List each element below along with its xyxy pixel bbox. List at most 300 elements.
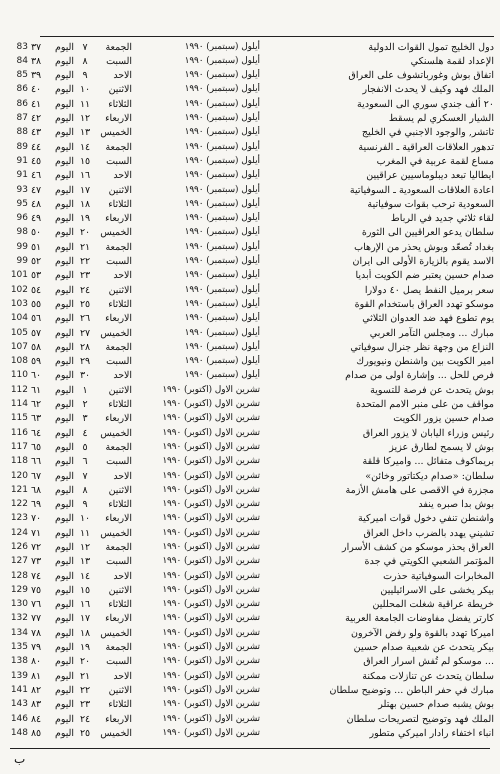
date-number: ١٦ [79, 170, 91, 182]
calendar-date: أيلول (سبتمبر) ١٩٩٠ [184, 184, 260, 195]
weekday: الجمعة [105, 642, 132, 654]
day-label: اليوم [55, 155, 74, 167]
weekday: السبت [106, 356, 132, 368]
day-label: اليوم [55, 127, 74, 139]
date-number: ١١ [79, 98, 91, 110]
day-label: اليوم [55, 55, 74, 67]
entry-title: خريطة عراقية شغلت المحللين [372, 599, 494, 611]
index-row [6, 369, 494, 383]
index-row [6, 469, 494, 483]
weekday: الجمعة [105, 341, 132, 353]
entry-title: سعر برميل النفط يصل ٤٠ دولارا [364, 284, 494, 296]
day-number: ٥٣ [30, 270, 42, 282]
page-number: 102 [10, 284, 28, 295]
weekday: الخميس [100, 227, 132, 239]
day-number: ٥٩ [30, 356, 42, 368]
weekday: الاربعاء [105, 513, 132, 525]
entry-title: بوش بدا صبره ينفد [418, 499, 494, 511]
entry-title: الملك فهد وتوضيح لتصريحات سلطان [346, 713, 494, 725]
date-number: ٢ [82, 399, 88, 411]
day-label: اليوم [55, 313, 74, 325]
index-row [6, 340, 494, 354]
day-number: ٦٥ [30, 441, 42, 453]
page-number: 86 [16, 84, 28, 95]
day-label: اليوم [55, 570, 74, 582]
page-number: 127 [10, 556, 28, 567]
entry-title: اتفاق بوش وغورباتشوف على العراق [348, 70, 494, 82]
page-number: 84 [16, 55, 28, 66]
weekday: الاثنين [108, 284, 132, 296]
entry-title: بوش يشبه صدام حسين بهتلر [378, 699, 494, 711]
entry-title: صدام حسين يعتبر ضم الكويت أبديا [355, 270, 494, 282]
index-row [6, 111, 494, 125]
index-row [6, 669, 494, 683]
entry-title: موسكو تهدد العراق باستخدام القوة [354, 298, 494, 310]
entry-title: النزاع من وجهة نظر جنرال سوفياتي [350, 341, 494, 353]
date-number: ٢٣ [79, 699, 91, 711]
weekday: الثلاثاء [108, 298, 132, 310]
weekday: الجمعة [105, 41, 132, 53]
page-number: 132 [10, 613, 28, 624]
weekday: الاحد [113, 570, 132, 582]
index-row [6, 512, 494, 526]
calendar-date: أيلول (سبتمبر) ١٩٩٠ [184, 155, 260, 166]
page-mark: ب [14, 752, 26, 766]
weekday: الاحد [113, 670, 132, 682]
index-row [6, 726, 494, 740]
calendar-date: أيلول (سبتمبر) ١٩٩٠ [184, 227, 260, 238]
weekday: الاحد [113, 70, 132, 82]
day-label: اليوم [55, 84, 74, 96]
entry-title: تشيني يهدد بالضرب داخل العراق [363, 527, 494, 539]
day-number: ٨٢ [30, 684, 42, 696]
calendar-date: تشرين الاول (اكتوبر) ١٩٩٠ [162, 642, 260, 653]
entry-title: بيكر يخشى على الاسرائيليين [380, 584, 494, 596]
calendar-date: أيلول (سبتمبر) ١٩٩٠ [184, 170, 260, 181]
index-row [6, 355, 494, 369]
entry-title: مبارك ... ومجلس التآمر العربي [369, 327, 494, 339]
entry-title: صدام حسين يزور الكويت [393, 413, 494, 425]
day-number: ٧٥ [30, 584, 42, 596]
day-number: ٦٤ [30, 427, 42, 439]
date-number: ٩ [82, 499, 88, 511]
day-number: ٨١ [30, 670, 42, 682]
calendar-date: أيلول (سبتمبر) ١٩٩٠ [184, 70, 260, 81]
entry-title: ... موسكو لم تُفش اسرار العراق [363, 656, 494, 668]
day-number: ٥٠ [30, 227, 42, 239]
day-number: ٧٦ [30, 599, 42, 611]
page-number: 143 [10, 699, 28, 710]
day-number: ٧٢ [30, 541, 42, 553]
weekday: الثلاثاء [108, 399, 132, 411]
page-number: 101 [10, 270, 28, 281]
index-row [6, 169, 494, 183]
index-row [6, 97, 494, 111]
index-row [6, 583, 494, 597]
date-number: ٢٢ [79, 256, 91, 268]
entry-title: العراق يحذر موسكو من كشف الأسرار [341, 541, 494, 553]
date-number: ٦ [82, 456, 88, 468]
day-label: اليوم [55, 427, 74, 439]
day-label: اليوم [55, 713, 74, 725]
calendar-date: تشرين الاول (اكتوبر) ١٩٩٠ [162, 627, 260, 638]
day-label: اليوم [55, 198, 74, 210]
date-number: ٩ [82, 70, 88, 82]
day-label: اليوم [55, 213, 74, 225]
entry-title: المخابرات السوفياتية حذرت [383, 570, 494, 582]
calendar-date: تشرين الاول (اكتوبر) ١٩٩٠ [162, 541, 260, 552]
bottom-rule [10, 748, 490, 749]
calendar-date: أيلول (سبتمبر) ١٩٩٠ [184, 241, 260, 252]
index-row [6, 269, 494, 283]
calendar-date: أيلول (سبتمبر) ١٩٩٠ [184, 256, 260, 267]
entry-title: بريماكوف متفائل ... واميركا قلقة [362, 456, 494, 468]
index-row [6, 526, 494, 540]
calendar-date: أيلول (سبتمبر) ١٩٩٠ [184, 370, 260, 381]
page-number: 110 [10, 370, 28, 381]
calendar-date: أيلول (سبتمبر) ١٩٩٠ [184, 113, 260, 124]
index-rows [6, 40, 494, 741]
date-number: ١ [82, 384, 88, 396]
calendar-date: أيلول (سبتمبر) ١٩٩٠ [184, 141, 260, 152]
day-number: ٤٩ [30, 213, 42, 225]
day-label: اليوم [55, 41, 74, 53]
entry-title: اميركا تهدد بالقوة ولو رفض الآخرون [350, 627, 494, 639]
day-number: ٧٩ [30, 642, 42, 654]
index-row [6, 83, 494, 97]
date-number: ٢٢ [79, 684, 91, 696]
index-row [6, 598, 494, 612]
calendar-date: أيلول (سبتمبر) ١٩٩٠ [184, 313, 260, 324]
page-number: 130 [10, 599, 28, 610]
day-number: ٦٦ [30, 456, 42, 468]
entry-title: مجزرة في الاقصى على هامش الأزمة [345, 484, 494, 496]
index-row [6, 498, 494, 512]
weekday: الخميس [100, 127, 132, 139]
weekday: الثلاثاء [108, 499, 132, 511]
date-number: ٧ [82, 41, 88, 53]
index-row [6, 226, 494, 240]
weekday: الخميس [100, 727, 132, 739]
weekday: الخميس [100, 527, 132, 539]
calendar-date: تشرين الاول (اكتوبر) ١٩٩٠ [162, 527, 260, 538]
page-number: 96 [16, 213, 28, 224]
index-row [6, 326, 494, 340]
weekday: الثلاثاء [108, 699, 132, 711]
entry-title: بيكر يتحدث عن شعبية صدام حسين [353, 642, 494, 654]
page-number: 124 [10, 527, 28, 538]
entry-title: مبارك في حفر الباطن ... وتوضيح سلطان [329, 684, 494, 696]
entry-title: يوم تطوع فهد ضد العدوان الثلاثي [362, 313, 494, 325]
page-number: 117 [10, 441, 28, 452]
index-row [6, 555, 494, 569]
day-number: ٧١ [30, 527, 42, 539]
day-number: ٦٢ [30, 399, 42, 411]
entry-title: سلطان يتحدث عن تنازلات ممكنة [362, 670, 494, 682]
weekday: الجمعة [105, 541, 132, 553]
page-number: 104 [10, 313, 28, 324]
index-row [6, 283, 494, 297]
calendar-date: تشرين الاول (اكتوبر) ١٩٩٠ [162, 456, 260, 467]
index-row [6, 540, 494, 554]
day-label: اليوم [55, 684, 74, 696]
weekday: السبت [106, 656, 132, 668]
entry-title: انباء اختفاء رادار اميركي متطور [369, 727, 494, 739]
day-number: ٥٥ [30, 298, 42, 310]
page-number: 89 [16, 141, 28, 152]
day-number: ٥٧ [30, 327, 42, 339]
index-row [6, 197, 494, 211]
day-number: ٧٤ [30, 570, 42, 582]
date-number: ٢٤ [79, 713, 91, 725]
entry-title: السعودية ترحب بقوات سوفياتية [367, 198, 494, 210]
day-number: ٤٠ [30, 84, 42, 96]
day-label: اليوم [55, 384, 74, 396]
day-number: ٣٨ [30, 55, 42, 67]
entry-title: الشيار العسكري لم يسقط [388, 113, 494, 125]
calendar-date: أيلول (سبتمبر) ١٩٩٠ [184, 41, 260, 52]
entry-title: تدهور العلاقات العراقية ـ الفرنسية [358, 141, 494, 153]
index-table [6, 40, 494, 741]
day-number: ٦١ [30, 384, 42, 396]
weekday: الاربعاء [105, 613, 132, 625]
weekday: الاربعاء [105, 313, 132, 325]
day-label: اليوم [55, 270, 74, 282]
entry-title: اعادة العلاقات السعودية ـ السوفياتية [349, 184, 494, 196]
calendar-date: أيلول (سبتمبر) ١٩٩٠ [184, 198, 260, 209]
index-row [6, 154, 494, 168]
page-number: 139 [10, 670, 28, 681]
index-row [6, 712, 494, 726]
weekday: الجمعة [105, 441, 132, 453]
weekday: الثلاثاء [108, 98, 132, 110]
day-label: اليوم [55, 141, 74, 153]
day-number: ٤٣ [30, 127, 42, 139]
page-number: 91 [16, 155, 28, 166]
day-label: اليوم [55, 399, 74, 411]
date-number: ٧ [82, 470, 88, 482]
weekday: الاحد [113, 470, 132, 482]
page-number: 107 [10, 341, 28, 352]
page-number: 118 [10, 456, 28, 467]
date-number: ١٠ [79, 513, 91, 525]
calendar-date: أيلول (سبتمبر) ١٩٩٠ [184, 213, 260, 224]
weekday: الاربعاء [105, 713, 132, 725]
index-row [6, 212, 494, 226]
calendar-date: أيلول (سبتمبر) ١٩٩٠ [184, 327, 260, 338]
index-row [6, 640, 494, 654]
day-label: اليوم [55, 256, 74, 268]
day-label: اليوم [55, 241, 74, 253]
day-number: ٤٦ [30, 170, 42, 182]
index-row [6, 412, 494, 426]
weekday: الجمعة [105, 141, 132, 153]
calendar-date: أيلول (سبتمبر) ١٩٩٠ [184, 298, 260, 309]
weekday: الخميس [100, 427, 132, 439]
calendar-date: أيلول (سبتمبر) ١٩٩٠ [184, 98, 260, 109]
day-label: اليوم [55, 456, 74, 468]
page-number: 135 [10, 642, 28, 653]
calendar-date: أيلول (سبتمبر) ١٩٩٠ [184, 356, 260, 367]
day-label: اليوم [55, 599, 74, 611]
entry-title: رئيس وزراء اليابان لا يزور العراق [362, 427, 494, 439]
top-rule [40, 36, 494, 37]
day-number: ٤٢ [30, 113, 42, 125]
index-row [6, 140, 494, 154]
page-number: 141 [10, 684, 28, 695]
calendar-date: تشرين الاول (اكتوبر) ١٩٩٠ [162, 499, 260, 510]
date-number: ١٢ [79, 113, 91, 125]
page-number: 108 [10, 356, 28, 367]
date-number: ٢٠ [79, 227, 91, 239]
date-number: ٢٨ [79, 341, 91, 353]
weekday: الخميس [100, 627, 132, 639]
weekday: السبت [106, 456, 132, 468]
day-number: ٤٤ [30, 141, 42, 153]
page-number: 98 [16, 227, 28, 238]
date-number: ٢١ [79, 241, 91, 253]
page-number: 116 [10, 427, 28, 438]
date-number: ١٣ [79, 127, 91, 139]
index-row [6, 69, 494, 83]
calendar-date: تشرين الاول (اكتوبر) ١٩٩٠ [162, 713, 260, 724]
date-number: ٢٧ [79, 327, 91, 339]
date-number: ٨ [82, 484, 88, 496]
day-number: ٥٦ [30, 313, 42, 325]
date-number: ١٣ [79, 556, 91, 568]
day-number: ٦٨ [30, 484, 42, 496]
day-label: اليوم [55, 699, 74, 711]
date-number: ١٨ [79, 627, 91, 639]
index-row [6, 183, 494, 197]
page-number: 87 [16, 113, 28, 124]
index-row [6, 483, 494, 497]
calendar-date: تشرين الاول (اكتوبر) ١٩٩٠ [162, 484, 260, 495]
page-number: 121 [10, 484, 28, 495]
day-number: ٤٧ [30, 184, 42, 196]
entry-title: المؤتمر الشعبي الكويتي في جدة [364, 556, 494, 568]
day-number: ٧٧ [30, 613, 42, 625]
date-number: ٨ [82, 55, 88, 67]
day-label: اليوم [55, 470, 74, 482]
date-number: ٣ [82, 413, 88, 425]
index-row [6, 54, 494, 68]
date-number: ٢٩ [79, 356, 91, 368]
calendar-date: أيلول (سبتمبر) ١٩٩٠ [184, 84, 260, 95]
weekday: الاربعاء [105, 113, 132, 125]
date-number: ١٧ [79, 613, 91, 625]
day-number: ٦٠ [30, 370, 42, 382]
entry-title: ثاتشر, والوجود الاجنبي في الخليج [361, 127, 494, 139]
weekday: السبت [106, 256, 132, 268]
entry-title: ٢٠ ألف جندي سوري الى السعودية [357, 98, 494, 110]
day-number: ٥٨ [30, 341, 42, 353]
date-number: ٢٦ [79, 313, 91, 325]
day-label: اليوم [55, 627, 74, 639]
page-number: 114 [10, 399, 28, 410]
day-number: ٧٣ [30, 556, 42, 568]
calendar-date: تشرين الاول (اكتوبر) ١٩٩٠ [162, 384, 260, 395]
index-row [6, 455, 494, 469]
day-label: اليوم [55, 70, 74, 82]
day-label: اليوم [55, 727, 74, 739]
day-label: اليوم [55, 284, 74, 296]
date-number: ٢٣ [79, 270, 91, 282]
weekday: الخميس [100, 327, 132, 339]
calendar-date: تشرين الاول (اكتوبر) ١٩٩٠ [162, 613, 260, 624]
page-number: 88 [16, 127, 28, 138]
calendar-date: تشرين الاول (اكتوبر) ١٩٩٠ [162, 556, 260, 567]
date-number: ١٠ [79, 84, 91, 96]
day-label: اليوم [55, 656, 74, 668]
calendar-date: أيلول (سبتمبر) ١٩٩٠ [184, 284, 260, 295]
weekday: الاحد [113, 270, 132, 282]
entry-title: دول الخليج تمول القوات الدولية [368, 41, 494, 53]
day-label: اليوم [55, 541, 74, 553]
calendar-date: تشرين الاول (اكتوبر) ١٩٩٠ [162, 441, 260, 452]
page-number: 93 [16, 184, 28, 195]
day-label: اليوم [55, 584, 74, 596]
calendar-date: تشرين الاول (اكتوبر) ١٩٩٠ [162, 670, 260, 681]
day-number: ٤١ [30, 98, 42, 110]
page-number: 99 [16, 241, 28, 252]
day-label: اليوم [55, 356, 74, 368]
date-number: ١٩ [79, 213, 91, 225]
page-number: 138 [10, 656, 28, 667]
date-number: ١٥ [79, 155, 91, 167]
date-number: ١٤ [79, 570, 91, 582]
calendar-date: تشرين الاول (اكتوبر) ١٩٩٠ [162, 656, 260, 667]
entry-title: مواقف من على منبر الامم المتحدة [355, 399, 494, 411]
weekday: السبت [106, 55, 132, 67]
entry-title: بوش يتحدث عن فرصة للتسوية [370, 384, 494, 396]
day-label: اليوم [55, 327, 74, 339]
day-number: ٣٩ [30, 70, 42, 82]
page-number: 115 [10, 413, 28, 424]
day-number: ٧٨ [30, 627, 42, 639]
entry-title: مساع لقمة عربية في المغرب [376, 155, 494, 167]
day-number: ٨٤ [30, 713, 42, 725]
date-number: ١٥ [79, 584, 91, 596]
calendar-date: تشرين الاول (اكتوبر) ١٩٩٠ [162, 470, 260, 481]
calendar-date: تشرين الاول (اكتوبر) ١٩٩٠ [162, 413, 260, 424]
page-number: 85 [16, 70, 28, 81]
day-number: ٦٩ [30, 499, 42, 511]
weekday: الجمعة [105, 241, 132, 253]
day-label: اليوم [55, 670, 74, 682]
page-number: 95 [16, 198, 28, 209]
entry-title: ايطاليا تبعد ديبلوماسيين عراقيين [366, 170, 494, 182]
weekday: الاثنين [108, 684, 132, 696]
day-label: اليوم [55, 298, 74, 310]
entry-title: سلطان: «صدام ديكتاتور وخائن» [365, 470, 494, 482]
index-row [6, 254, 494, 268]
day-label: اليوم [55, 98, 74, 110]
day-number: ٦٧ [30, 470, 42, 482]
day-label: اليوم [55, 613, 74, 625]
weekday: الاثنين [108, 384, 132, 396]
date-number: ١٦ [79, 599, 91, 611]
entry-title: امير الكويت بين واشنطن ونيويورك [356, 356, 494, 368]
day-label: اليوم [55, 184, 74, 196]
weekday: الاثنين [108, 584, 132, 596]
entry-title: بوش لا يسمح لطارق عزيز [389, 441, 494, 453]
weekday: الاحد [113, 370, 132, 382]
index-row [6, 397, 494, 411]
day-label: اليوم [55, 413, 74, 425]
entry-title: بغداد تُصعّد وبوش يحذر من الإرهاب [354, 241, 494, 253]
calendar-date: تشرين الاول (اكتوبر) ١٩٩٠ [162, 399, 260, 410]
